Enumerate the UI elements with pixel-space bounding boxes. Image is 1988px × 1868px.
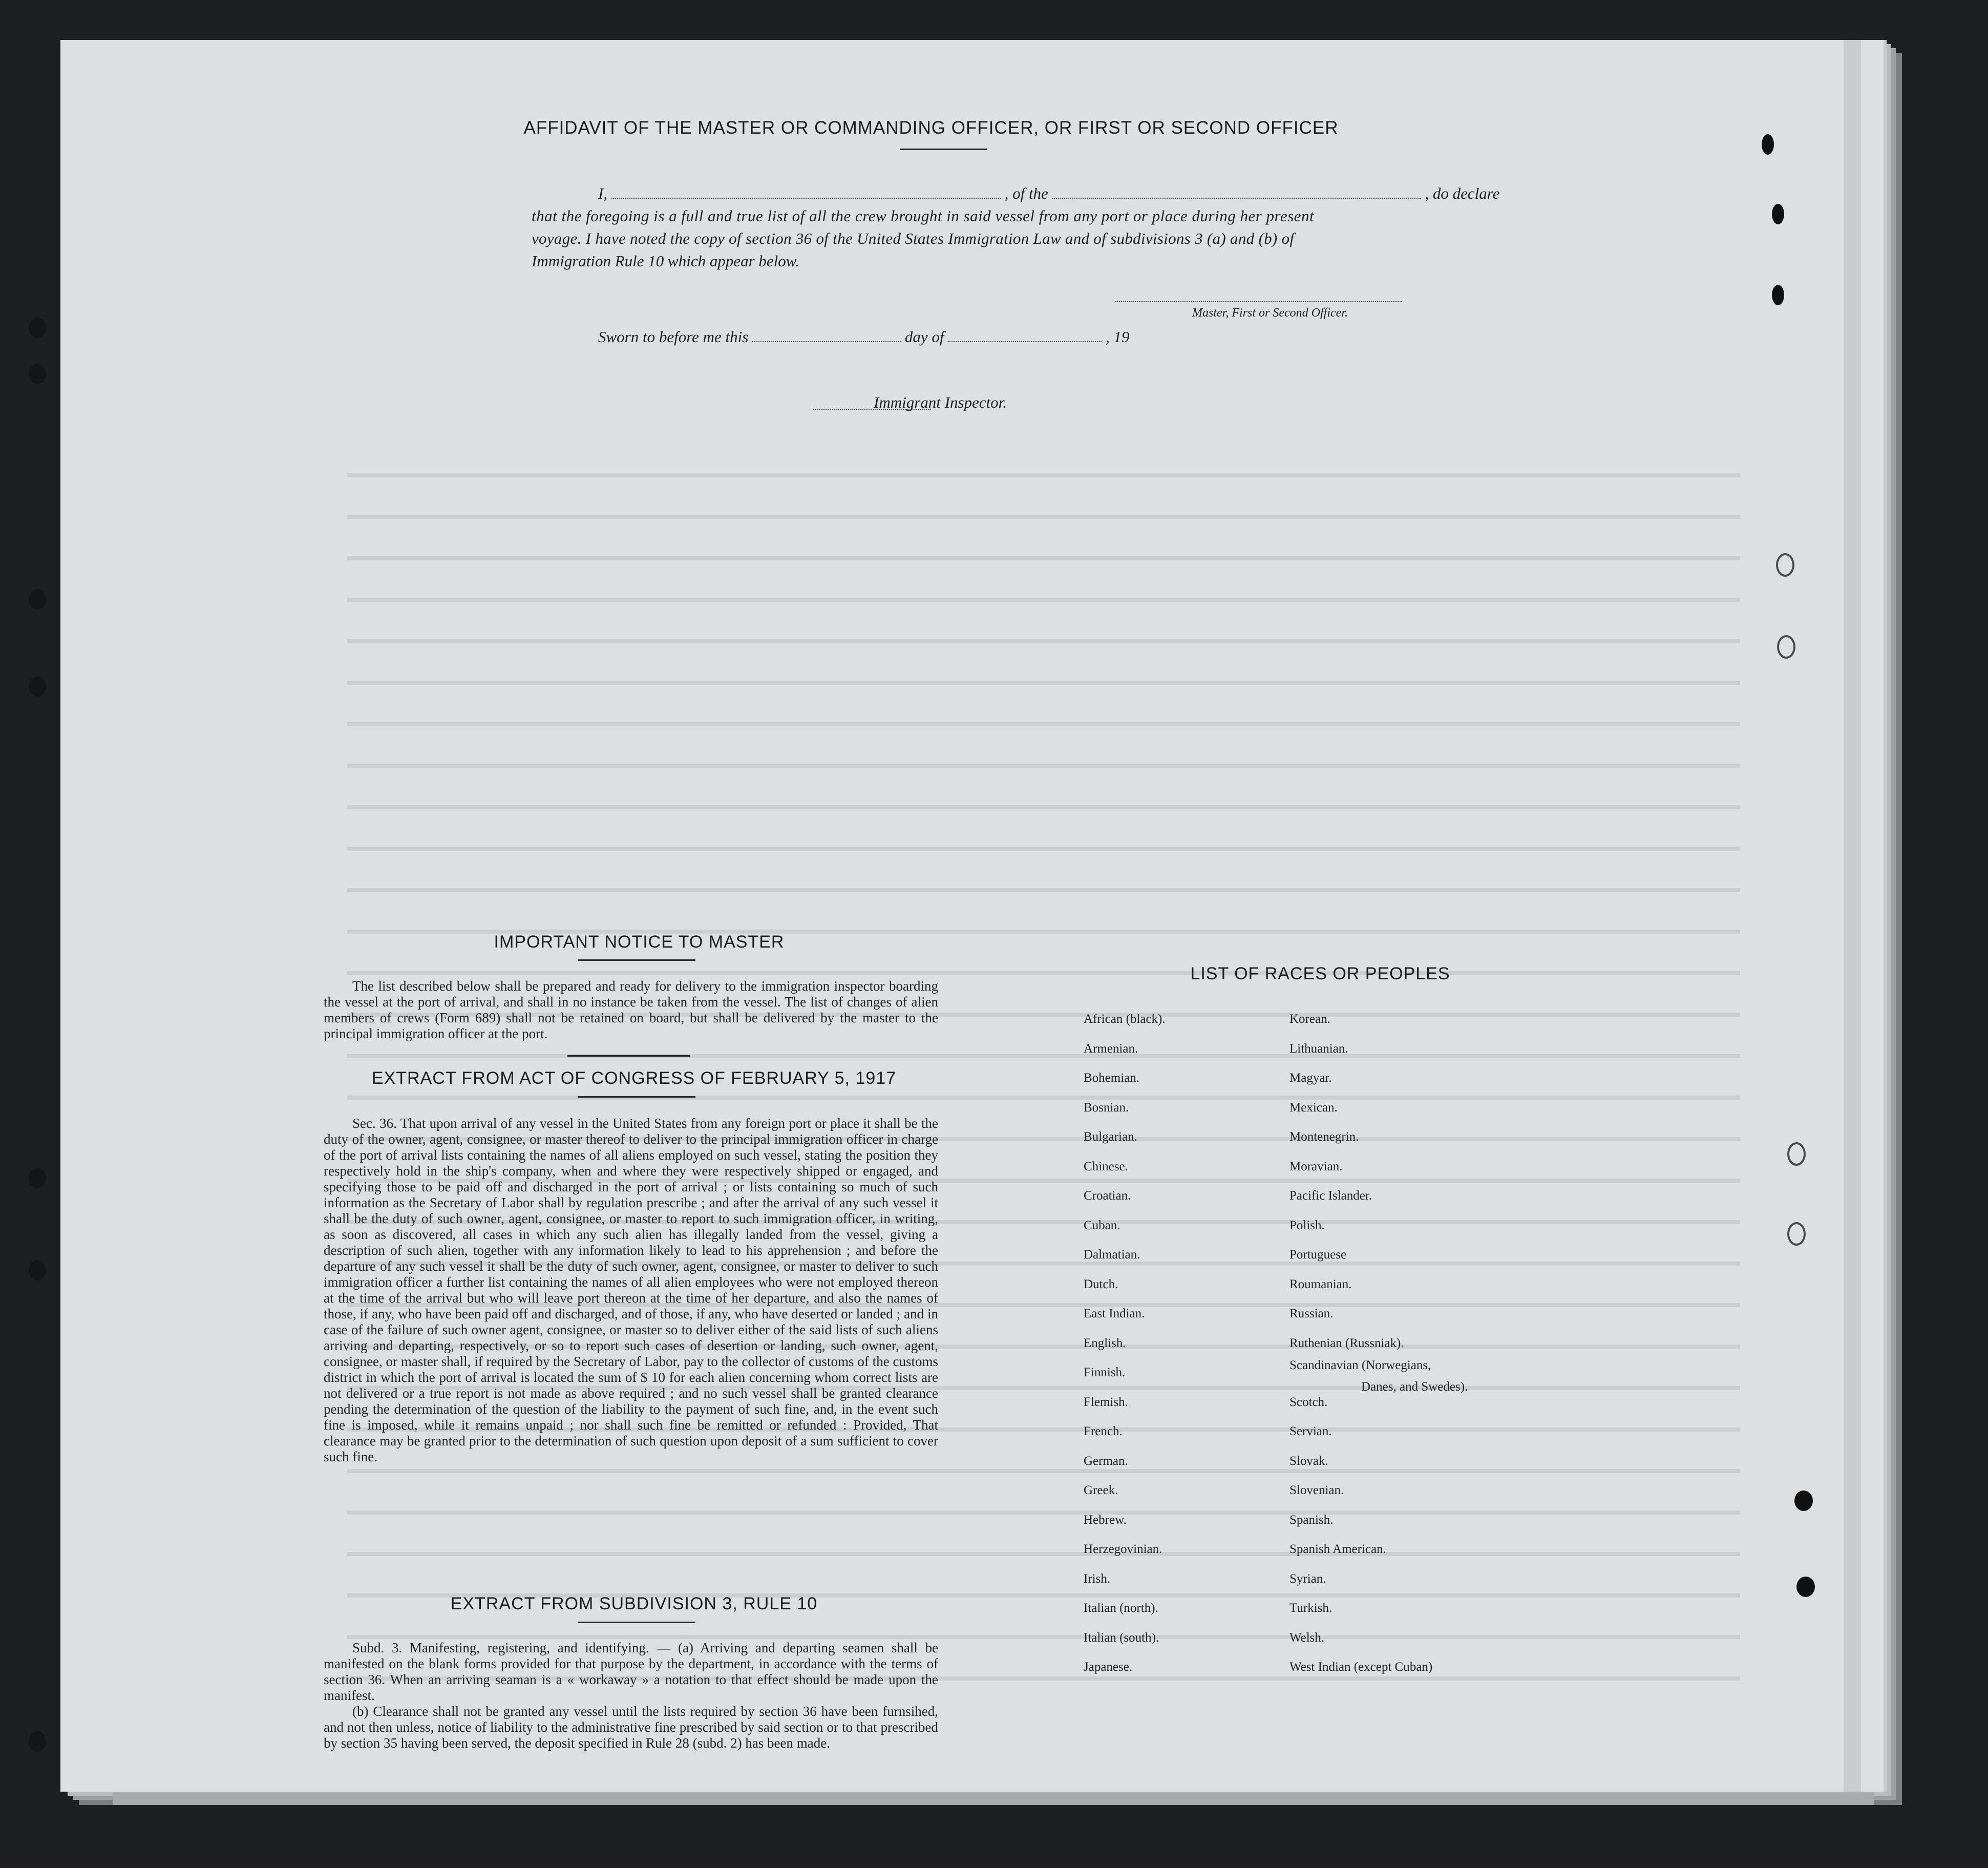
affidavit-line-2: that the foregoing is a full and true list of all the crew brought in said vessel from any port or place during her present <box>532 207 1315 225</box>
race-item: Korean. <box>1289 1012 1330 1026</box>
race-item: Italian (north). <box>1084 1601 1158 1615</box>
act-paragraph: Sec. 36. That upon arrival of any vessel in the United States from any foreign port or place it shall be the duty of the owner, agent, consignee, or master thereof to deliver to the principal immigration officer in charge of the port of arrival lists containing the names of all aliens employed on such vessel, stating the position they respectively hold in the ship's company, when and where they were respectively shipped or engaged, and specifying those to be paid off and discharged in the port of arrival ; or lists containing so much of such information as the Secretary of Labor shall by regulation prescribe ; and after the arrival of any such vessel it shall be the duty of such owner, agent, consignee, or master to report to such immigration officer, in writing, as soon as discovered, all cases in which any such alien has illegally landed from the vessel, giving a description of such alien, together with any information likely to lead to his apprehension ; and before the departure of any such vessel it shall be the duty of such owner, agent, consignee, or master to deliver to such immigration officer a further list containing the names of all alien employees who were not employed thereon at the time of the arrival but who will leave port thereon at the time of her departure, and also the names of those, if any, who have been paid off and discharged, and of those, if any, who have deserted or landed ; and in case of the failure of such owner agent, consignee, or master so to deliver either of the said lists of such aliens arriving and departing, respectively, or so to report such cases of desertion or landing, such owner, agent, consignee, or master shall, if required by the Secretary of Labor, pay to the collector of customs of the customs district in which the port of arrival is located the sum of $ 10 for each alien concerning whom correct lists are not delivered or a true report is not made as above required ; and no such vessel shall be granted clearance pending the determination of the question of the liability to the payment of such fine, and, in the event such fine is imposed, while it remains unpaid ; nor shall such fine be remitted or refunded : Provided, That clearance may be granted prior to the determination of such question upon deposit of a sum sufficient to cover such fine. <box>324 1116 938 1464</box>
race-item: Slovenian. <box>1289 1483 1344 1497</box>
affidavit-line-1 <box>532 184 1500 203</box>
race-item: Roumanian. <box>1289 1277 1352 1291</box>
notice-paragraph: The list described below shall be prepared and ready for delivery to the immigration inspector boarding the vessel at the port of arrival, and shall in no instance be taken from the vessel. The list of changes of alien members of crews (Form 689) shall not be retained on board, but shall be delivered by the master to the principal immigration officer at the port. <box>324 978 938 1041</box>
race-item: Scotch. <box>1289 1395 1328 1409</box>
document-page <box>60 40 1884 1792</box>
race-item: Chinese. <box>1084 1159 1128 1173</box>
binder-hole-right-open <box>1787 1142 1806 1166</box>
year-label: , 19 <box>1105 328 1130 346</box>
races-title: LIST OF RACES OR PEOPLES <box>1190 964 1450 983</box>
race-item: Dalmatian. <box>1084 1248 1140 1262</box>
race-item: Turkish. <box>1289 1601 1333 1615</box>
race-item: African (black). <box>1084 1012 1166 1026</box>
master-signature-line[interactable] <box>1115 301 1402 302</box>
affidavit-title-rule <box>900 149 987 150</box>
vessel-field[interactable] <box>1052 198 1421 199</box>
binder-hole-right-open <box>1777 635 1795 659</box>
binder-hole <box>29 318 46 338</box>
race-item: Armenian. <box>1084 1041 1138 1056</box>
rule-paragraph-b: (b) Clearance shall not be granted any vessel until the lists required by section 36 have been furnsihed, and not then unless, notice of liability to the administrative fine prescribed by said section or to that prescribed by section 35 having been served, the deposit specified in Rule 28 (subd. 2) has been made. <box>324 1704 938 1751</box>
binder-hole-right <box>1772 285 1784 305</box>
affidavit-i-label: I, <box>598 184 608 202</box>
race-item: Herzegovinian. <box>1084 1542 1162 1556</box>
race-item: Irish. <box>1084 1571 1111 1586</box>
act-title-rule <box>578 1096 695 1098</box>
sworn-label: Sworn to before me this <box>598 328 749 346</box>
race-item: English. <box>1084 1336 1126 1350</box>
binder-hole-right <box>1772 204 1784 224</box>
race-item: Spanish. <box>1289 1513 1334 1527</box>
race-item: Mexican. <box>1289 1100 1338 1115</box>
rule-title-rule <box>578 1622 695 1623</box>
race-item: East Indian. <box>1084 1307 1145 1320</box>
binder-hole <box>29 364 46 384</box>
race-item: Pacific Islander. <box>1289 1189 1372 1203</box>
notice-text <box>324 978 938 1042</box>
binder-hole <box>29 1168 46 1188</box>
race-item: Cuban. <box>1084 1218 1120 1232</box>
act-text <box>324 1116 938 1465</box>
binder-hole-right <box>1796 1577 1815 1597</box>
sworn-day-field[interactable] <box>752 341 901 342</box>
affidavit-line-3: voyage. I have noted the copy of section 36 of the United States Immigration Law and of subdivisions 3 (a) and (b) of <box>532 229 1295 247</box>
binder-hole-right <box>1762 134 1774 155</box>
race-item: Polish. <box>1289 1218 1325 1232</box>
race-item: Magyar. <box>1289 1071 1332 1085</box>
race-item: Russian. <box>1289 1307 1334 1320</box>
race-item: Servian. <box>1289 1424 1332 1438</box>
race-item: Bosnian. <box>1084 1100 1129 1115</box>
binder-hole <box>29 1731 46 1752</box>
affidavit-declare-label: , do declare <box>1425 184 1500 202</box>
race-item: Italian (south). <box>1084 1630 1159 1645</box>
notice-title: IMPORTANT NOTICE TO MASTER <box>494 932 785 952</box>
race-item: Japanese. <box>1084 1660 1133 1674</box>
race-item: Portuguese <box>1289 1248 1347 1262</box>
rule-text <box>324 1640 938 1751</box>
affidavit-line-4: Immigration Rule 10 which appear below. <box>532 252 799 270</box>
race-item: Moravian. <box>1289 1159 1343 1173</box>
binder-hole-right-open <box>1787 1222 1806 1246</box>
binder-hole-right-open <box>1776 553 1794 577</box>
name-field[interactable] <box>611 198 1001 199</box>
race-item: Finnish. <box>1084 1366 1126 1379</box>
sworn-line <box>532 328 1494 346</box>
binder-hole <box>29 676 46 697</box>
race-item: Bohemian. <box>1084 1071 1140 1085</box>
rule-title: EXTRACT FROM SUBDIVISION 3, RULE 10 <box>450 1594 818 1613</box>
binder-hole <box>29 1260 46 1281</box>
race-item: Bulgarian. <box>1084 1130 1137 1144</box>
race-item: Dutch. <box>1084 1277 1118 1291</box>
notice-title-rule <box>578 959 695 961</box>
race-item: Montenegrin. <box>1289 1130 1359 1144</box>
race-item: Croatian. <box>1084 1189 1131 1203</box>
rule-paragraph-a: Subd. 3. Manifesting, registering, and identifying. — (a) Arriving and departing seamen shall be manifested on the blank forms provided for that purpose by the department, in accordance with the terms of section 36. When an arriving seaman is a « workaway » a notation to that effect should be made upon the manifest. <box>324 1640 938 1703</box>
race-item: German. <box>1084 1454 1128 1468</box>
affidavit-title: AFFIDAVIT OF THE MASTER OR COMMANDING OFFICER, OR FIRST OR SECOND OFFICER <box>523 118 1339 138</box>
race-item: French. <box>1084 1424 1123 1438</box>
act-top-rule <box>567 1055 690 1057</box>
race-item: Syrian. <box>1289 1571 1326 1586</box>
race-item: Lithuanian. <box>1289 1041 1348 1056</box>
race-item: Scandinavian (Norwegians, <box>1289 1358 1431 1372</box>
act-title: EXTRACT FROM ACT OF CONGRESS OF FEBRUARY 5, 1917 <box>371 1068 897 1088</box>
page-edge-bottom <box>113 1792 1874 1805</box>
binder-hole <box>29 589 46 610</box>
affidavit-of-label: , of the <box>1004 184 1048 202</box>
binder-hole-right <box>1794 1491 1813 1511</box>
race-item: Danes, and Swedes). <box>1361 1380 1468 1394</box>
inspector-label: Immigrant Inspector. <box>874 393 1007 411</box>
page-edge-right <box>1844 40 1861 1792</box>
race-item: Ruthenian (Russniak). <box>1289 1336 1404 1350</box>
race-item: Welsh. <box>1289 1630 1325 1645</box>
race-item: Greek. <box>1084 1483 1118 1497</box>
race-item: West Indian (except Cuban) <box>1289 1660 1433 1674</box>
race-item: Spanish American. <box>1289 1542 1386 1556</box>
day-of-label: day of <box>904 328 944 346</box>
race-item: Hebrew. <box>1084 1513 1127 1527</box>
race-item: Slovak. <box>1289 1454 1328 1468</box>
sworn-month-field[interactable] <box>948 341 1102 342</box>
master-signature-label: Master, First or Second Officer. <box>1192 306 1348 320</box>
race-item: Flemish. <box>1084 1395 1128 1409</box>
